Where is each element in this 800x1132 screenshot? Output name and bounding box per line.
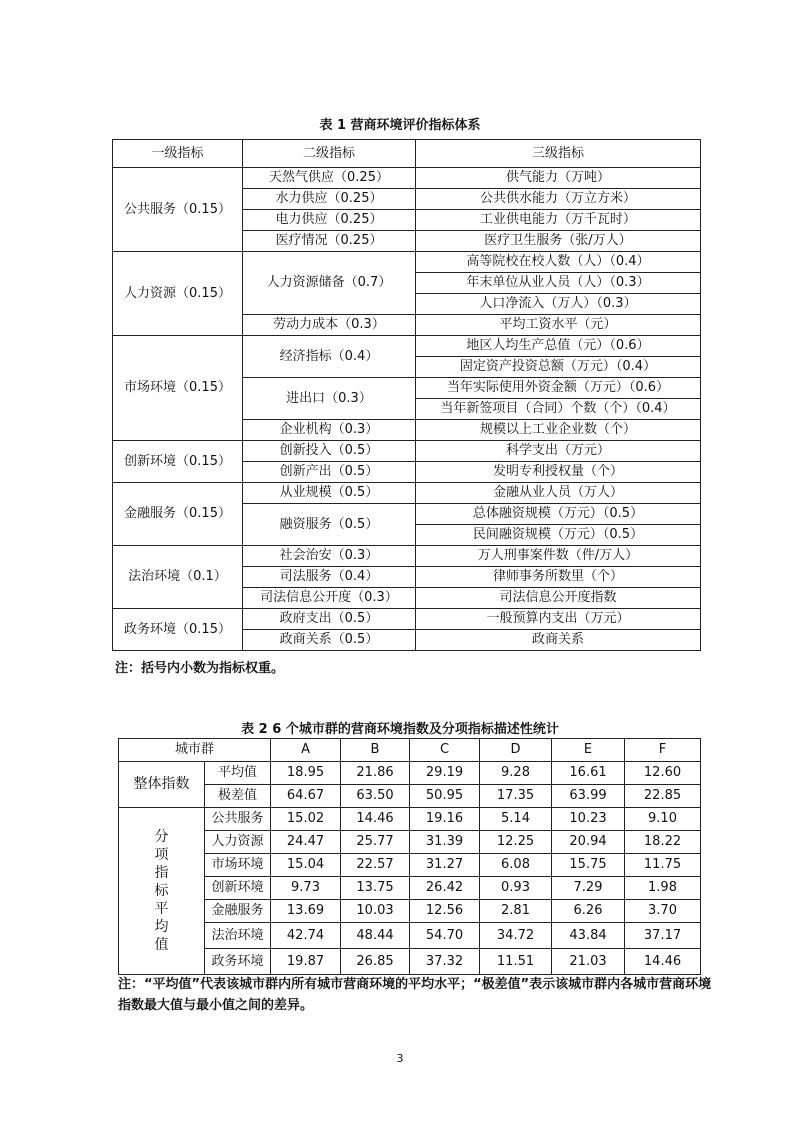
table2-caption: 表 2 6 个城市群的营商环境指数及分项指标描述性统计 xyxy=(241,722,559,737)
table-row xyxy=(119,808,701,831)
value-cell: 14.46 xyxy=(341,808,410,831)
column-header: 二级指标 xyxy=(243,140,416,168)
value-cell: 14.46 xyxy=(625,949,701,975)
column-header: A xyxy=(271,739,341,762)
level3-indicator: 金融从业人员（万人） xyxy=(416,483,701,504)
value-cell: 29.19 xyxy=(410,762,480,785)
sub-indicator-label-cell xyxy=(119,808,205,975)
level2-indicator: 从业规模（0.5） xyxy=(243,483,416,504)
level2-indicator: 进出口（0.3） xyxy=(243,378,416,420)
value-cell: 18.22 xyxy=(625,831,701,854)
level2-indicator: 人力资源储备（0.7） xyxy=(243,252,416,315)
value-cell: 24.47 xyxy=(271,831,341,854)
level2-indicator: 司法信息公开度（0.3） xyxy=(243,588,416,609)
value-cell: 37.32 xyxy=(410,949,480,975)
value-cell: 21.03 xyxy=(552,949,625,975)
value-cell: 13.69 xyxy=(271,900,341,923)
row-label: 平均值 xyxy=(205,762,271,785)
value-cell: 19.16 xyxy=(410,808,480,831)
row-label: 市场环境 xyxy=(205,854,271,877)
column-header: F xyxy=(625,739,701,762)
value-cell: 26.85 xyxy=(341,949,410,975)
value-cell: 20.94 xyxy=(552,831,625,854)
value-cell: 7.29 xyxy=(552,877,625,900)
value-cell: 26.42 xyxy=(410,877,480,900)
level3-indicator: 年末单位从业人员（人）（0.3） xyxy=(416,273,701,294)
value-cell: 1.98 xyxy=(625,877,701,900)
level2-indicator: 企业机构（0.3） xyxy=(243,420,416,441)
level2-indicator: 经济指标（0.4） xyxy=(243,336,416,378)
column-header: 一级指标 xyxy=(113,140,243,168)
column-header: B xyxy=(341,739,410,762)
overall-index-label: 整体指数 xyxy=(119,762,205,808)
row-label: 政务环境 xyxy=(205,949,271,975)
value-cell: 22.57 xyxy=(341,854,410,877)
level3-indicator: 高等院校在校人数（人）（0.4） xyxy=(416,252,701,273)
level2-indicator: 融资服务（0.5） xyxy=(243,504,416,546)
level3-indicator: 平均工资水平（元） xyxy=(416,315,701,336)
value-cell: 11.51 xyxy=(480,949,552,975)
table-row xyxy=(113,441,701,462)
level3-indicator: 工业供电能力（万千瓦时） xyxy=(416,210,701,231)
level3-indicator: 律师事务所数里（个） xyxy=(416,567,701,588)
city-cluster-stats-table xyxy=(118,738,701,975)
value-cell: 63.50 xyxy=(341,785,410,808)
table-row xyxy=(113,546,701,567)
value-cell: 9.28 xyxy=(480,762,552,785)
row-label: 创新环境 xyxy=(205,877,271,900)
value-cell: 34.72 xyxy=(480,923,552,949)
value-cell: 10.03 xyxy=(341,900,410,923)
level1-indicator: 金融服务（0.15） xyxy=(113,483,243,546)
value-cell: 12.56 xyxy=(410,900,480,923)
value-cell: 25.77 xyxy=(341,831,410,854)
value-cell: 43.84 xyxy=(552,923,625,949)
value-cell: 15.02 xyxy=(271,808,341,831)
level3-indicator: 科学支出（万元） xyxy=(416,441,701,462)
level3-indicator: 规模以上工业企业数（个） xyxy=(416,420,701,441)
table-row xyxy=(113,336,701,357)
value-cell: 31.39 xyxy=(410,831,480,854)
level2-indicator: 司法服务（0.4） xyxy=(243,567,416,588)
sub-indicator-label: 分项指标平均值 xyxy=(154,829,169,953)
level3-indicator: 总体融资规模（万元）（0.5） xyxy=(416,504,701,525)
value-cell: 16.61 xyxy=(552,762,625,785)
value-cell: 15.75 xyxy=(552,854,625,877)
value-cell: 42.74 xyxy=(271,923,341,949)
level3-indicator: 人口净流入（万人）（0.3） xyxy=(416,294,701,315)
level1-indicator: 创新环境（0.15） xyxy=(113,441,243,483)
value-cell: 18.95 xyxy=(271,762,341,785)
value-cell: 5.14 xyxy=(480,808,552,831)
level2-indicator: 劳动力成本（0.3） xyxy=(243,315,416,336)
value-cell: 31.27 xyxy=(410,854,480,877)
table-row xyxy=(113,609,701,630)
value-cell: 54.70 xyxy=(410,923,480,949)
row-label: 极差值 xyxy=(205,785,271,808)
table1-note: 注：括号内小数为指标权重。 xyxy=(115,661,285,676)
page-number: 3 xyxy=(396,1052,404,1065)
level2-indicator: 政府支出（0.5） xyxy=(243,609,416,630)
column-header: C xyxy=(410,739,480,762)
value-cell: 9.73 xyxy=(271,877,341,900)
row-label: 人力资源 xyxy=(205,831,271,854)
value-cell: 19.87 xyxy=(271,949,341,975)
table-row xyxy=(119,900,701,923)
level2-indicator: 创新投入（0.5） xyxy=(243,441,416,462)
value-cell: 6.26 xyxy=(552,900,625,923)
value-cell: 48.44 xyxy=(341,923,410,949)
column-header: E xyxy=(552,739,625,762)
indicator-system-table xyxy=(112,139,701,651)
column-header: D xyxy=(480,739,552,762)
column-header: 三级指标 xyxy=(416,140,701,168)
level3-indicator: 一般预算内支出（万元） xyxy=(416,609,701,630)
table-row xyxy=(119,854,701,877)
value-cell: 2.81 xyxy=(480,900,552,923)
level3-indicator: 政商关系 xyxy=(416,630,701,651)
level1-indicator: 公共服务（0.15） xyxy=(113,168,243,252)
value-cell: 17.35 xyxy=(480,785,552,808)
value-cell: 22.85 xyxy=(625,785,701,808)
value-cell: 6.08 xyxy=(480,854,552,877)
level3-indicator: 地区人均生产总值（元）（0.6） xyxy=(416,336,701,357)
level2-indicator: 社会治安（0.3） xyxy=(243,546,416,567)
value-cell: 10.23 xyxy=(552,808,625,831)
level1-indicator: 政务环境（0.15） xyxy=(113,609,243,651)
level3-indicator: 万人刑事案件数（件/万人） xyxy=(416,546,701,567)
table-row xyxy=(119,831,701,854)
table-row xyxy=(113,168,701,189)
value-cell: 13.75 xyxy=(341,877,410,900)
table-header-row xyxy=(113,140,701,168)
value-cell: 12.25 xyxy=(480,831,552,854)
level3-indicator: 固定资产投资总额（万元）（0.4） xyxy=(416,357,701,378)
level3-indicator: 民间融资规模（万元）（0.5） xyxy=(416,525,701,546)
value-cell: 64.67 xyxy=(271,785,341,808)
level3-indicator: 当年实际使用外资金额（万元）（0.6） xyxy=(416,378,701,399)
level3-indicator: 医疗卫生服务（张/万人） xyxy=(416,231,701,252)
level2-indicator: 水力供应（0.25） xyxy=(243,189,416,210)
value-cell: 11.75 xyxy=(625,854,701,877)
row-label: 金融服务 xyxy=(205,900,271,923)
level2-indicator: 医疗情况（0.25） xyxy=(243,231,416,252)
table-row xyxy=(119,785,701,808)
table-row xyxy=(119,877,701,900)
value-cell: 0.93 xyxy=(480,877,552,900)
table-row xyxy=(113,252,701,273)
table2-note: 注：“平均值”代表该城市群内所有城市营商环境的平均水平；“极差值”表示该城市群内各城市营商环境指数最大值与最小值之间的差异。 xyxy=(118,977,712,1013)
corner-header: 城市群 xyxy=(119,739,271,762)
level3-indicator: 司法信息公开度指数 xyxy=(416,588,701,609)
level3-indicator: 供气能力（万吨） xyxy=(416,168,701,189)
value-cell: 63.99 xyxy=(552,785,625,808)
level1-indicator: 人力资源（0.15） xyxy=(113,252,243,336)
level3-indicator: 当年新签项目（合同）个数（个）（0.4） xyxy=(416,399,701,420)
value-cell: 50.95 xyxy=(410,785,480,808)
value-cell: 9.10 xyxy=(625,808,701,831)
level2-indicator: 天然气供应（0.25） xyxy=(243,168,416,189)
value-cell: 3.70 xyxy=(625,900,701,923)
level2-indicator: 创新产出（0.5） xyxy=(243,462,416,483)
table1-caption: 表 1 营商环境评价指标体系 xyxy=(319,118,481,133)
level3-indicator: 发明专利授权量（个） xyxy=(416,462,701,483)
level1-indicator: 市场环境（0.15） xyxy=(113,336,243,441)
level3-indicator: 公共供水能力（万立方米） xyxy=(416,189,701,210)
row-label: 公共服务 xyxy=(205,808,271,831)
row-label: 法治环境 xyxy=(205,923,271,949)
table-row xyxy=(119,762,701,785)
table-row xyxy=(119,949,701,975)
table-row xyxy=(113,483,701,504)
level2-indicator: 政商关系（0.5） xyxy=(243,630,416,651)
level2-indicator: 电力供应（0.25） xyxy=(243,210,416,231)
value-cell: 37.17 xyxy=(625,923,701,949)
level1-indicator: 法治环境（0.1） xyxy=(113,546,243,609)
value-cell: 21.86 xyxy=(341,762,410,785)
table-row xyxy=(119,923,701,949)
table-header-row xyxy=(119,739,701,762)
value-cell: 15.04 xyxy=(271,854,341,877)
value-cell: 12.60 xyxy=(625,762,701,785)
